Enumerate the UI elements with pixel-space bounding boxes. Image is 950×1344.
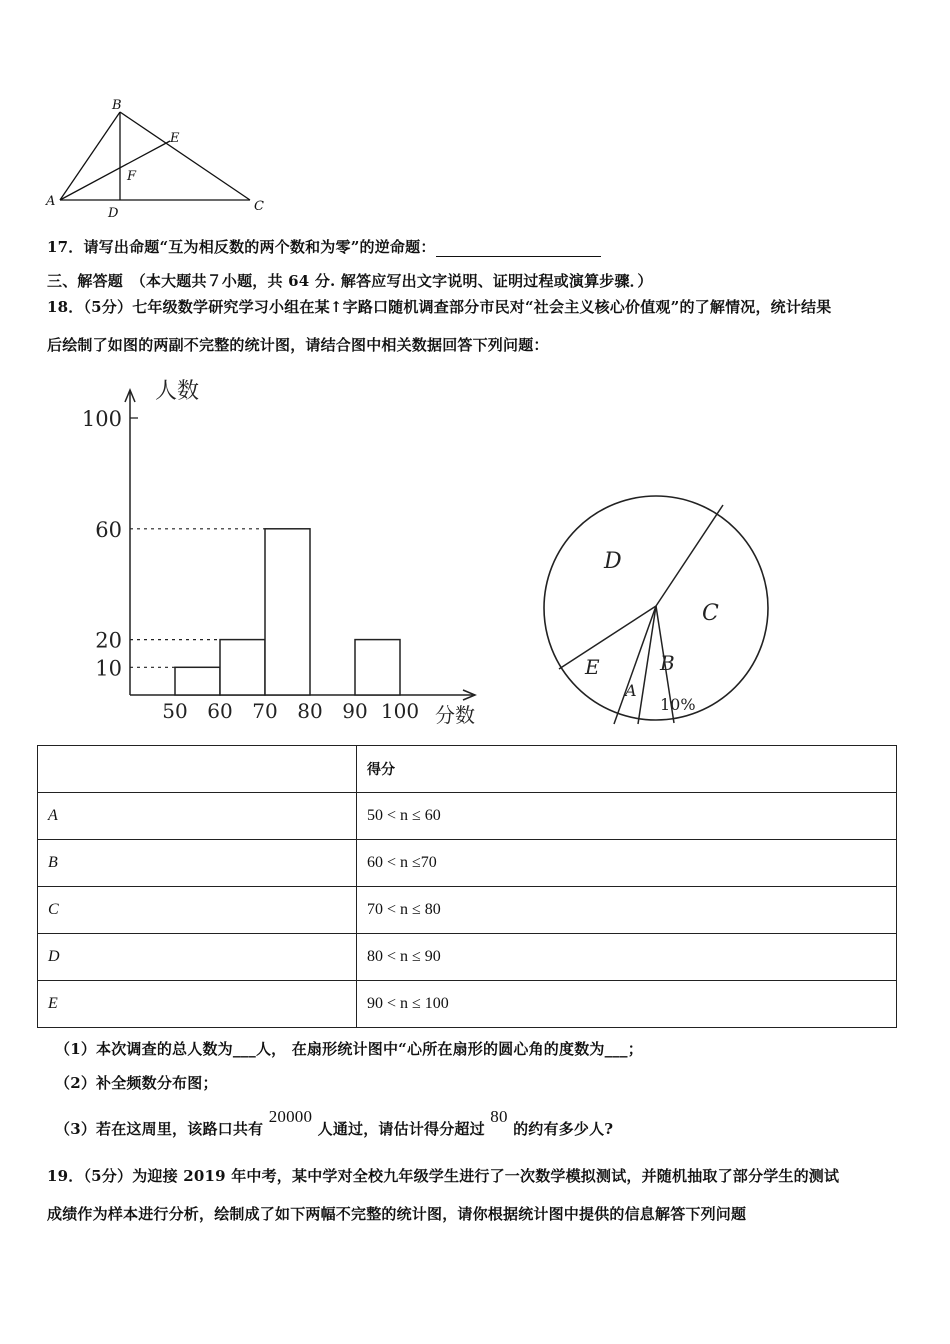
histogram-y-label: 人数 xyxy=(155,379,200,404)
table-cell-range: 80 < n ≤ 90 xyxy=(357,934,897,981)
y-tick-label: 10 xyxy=(95,656,122,681)
histogram-bar xyxy=(355,640,400,695)
sub-question-1: （1）本次调查的总人数为___人， 在扇形统计图中“心所在扇形的圆心角的度数为___； xyxy=(55,1040,643,1058)
question-17 xyxy=(47,236,601,257)
table-cell-range: 50 < n ≤ 60 xyxy=(357,793,897,840)
table-cell-category: E xyxy=(38,981,357,1028)
question-19-line2: 成绩作为样本进行分析，绘制成了如下两幅不完整的统计图，请你根据统计图中提供的信息解答下列问题 xyxy=(47,1205,747,1223)
table-row xyxy=(38,887,897,934)
table-cell-range: 90 < n ≤ 100 xyxy=(357,981,897,1028)
pie-slice-label: A xyxy=(625,681,637,700)
table-cell-range: 60 < n ≤70 xyxy=(357,840,897,887)
y-tick-label: 60 xyxy=(95,517,122,542)
sub-question-3-part-c: 的约有多少人? xyxy=(513,1120,614,1138)
question-17-text: 17．请写出命题“互为相反数的两个数和为零”的逆命题： xyxy=(47,238,436,256)
score-threshold: 80 xyxy=(490,1107,508,1126)
triangle-figure xyxy=(40,95,280,225)
histogram-bar xyxy=(175,667,220,695)
table-header-cell: 得分 xyxy=(357,746,897,793)
pie-slice-label: E xyxy=(585,655,600,679)
histogram-x-label: 分数 xyxy=(435,703,475,727)
question-18-line1: 18．（5分）七年级数学研究学习小组在某↑字路口随机调查部分市民对“社会主义核心价值观”的了解情况，统计结果 xyxy=(47,298,832,316)
label-b: B xyxy=(112,98,122,113)
histogram-bar xyxy=(265,529,310,695)
histogram-bar xyxy=(220,640,265,695)
table-header-cell xyxy=(38,746,357,793)
score-table xyxy=(37,745,897,1028)
section-heading: 三、解答题 （本大题共７小题，共 64 分. 解答应写出文字说明、证明过程或演算步骤．） xyxy=(47,272,653,290)
sub-question-3-part-b: 人通过，请估计得分超过 xyxy=(317,1120,485,1138)
table-cell-category: D xyxy=(38,934,357,981)
table-cell-category: B xyxy=(38,840,357,887)
passersby-count: 20000 xyxy=(268,1107,313,1126)
label-c: C xyxy=(254,199,264,214)
table-cell-category: C xyxy=(38,887,357,934)
pie-slice-label: C xyxy=(702,601,719,626)
x-tick-label: 60 xyxy=(207,699,233,723)
x-tick-label: 50 xyxy=(162,699,188,723)
x-tick-label: 70 xyxy=(252,699,278,723)
label-e: E xyxy=(170,131,180,146)
question-19-line1: 19．（5分）为迎接 2019 年中考，某中学对全校九年级学生进行了一次数学模拟测试，并随机抽取了部分学生的测试 xyxy=(47,1167,840,1185)
table-row xyxy=(38,934,897,981)
sub-question-3 xyxy=(55,1107,614,1139)
label-f: F xyxy=(127,169,137,184)
table-header-row xyxy=(38,746,897,793)
sub-question-2: （2）补全频数分布图； xyxy=(55,1074,218,1092)
x-tick-label: 80 xyxy=(297,699,323,723)
pie-slice-label: B xyxy=(660,651,675,675)
histogram-chart xyxy=(70,370,510,740)
label-d: D xyxy=(108,206,119,221)
pie-slice-percent: 10% xyxy=(660,695,696,714)
x-tick-label: 90 xyxy=(342,699,368,723)
pie-slice-label: D xyxy=(604,549,622,574)
pie-chart xyxy=(530,478,790,738)
table-row xyxy=(38,793,897,840)
table-row xyxy=(38,981,897,1028)
answer-blank-17[interactable] xyxy=(436,242,601,257)
label-a: A xyxy=(46,194,56,209)
x-tick-label: 100 xyxy=(380,699,420,723)
table-cell-range: 70 < n ≤ 80 xyxy=(357,887,897,934)
y-tick-label: 20 xyxy=(95,628,122,653)
table-cell-category: A xyxy=(38,793,357,840)
table-row xyxy=(38,840,897,887)
sub-question-3-part-a: （3）若在这周里，该路口共有 xyxy=(55,1120,264,1138)
y-tick-label: 100 xyxy=(81,407,122,431)
question-18-line2: 后绘制了如图的两副不完整的统计图，请结合图中相关数据回答下列问题： xyxy=(47,336,549,354)
